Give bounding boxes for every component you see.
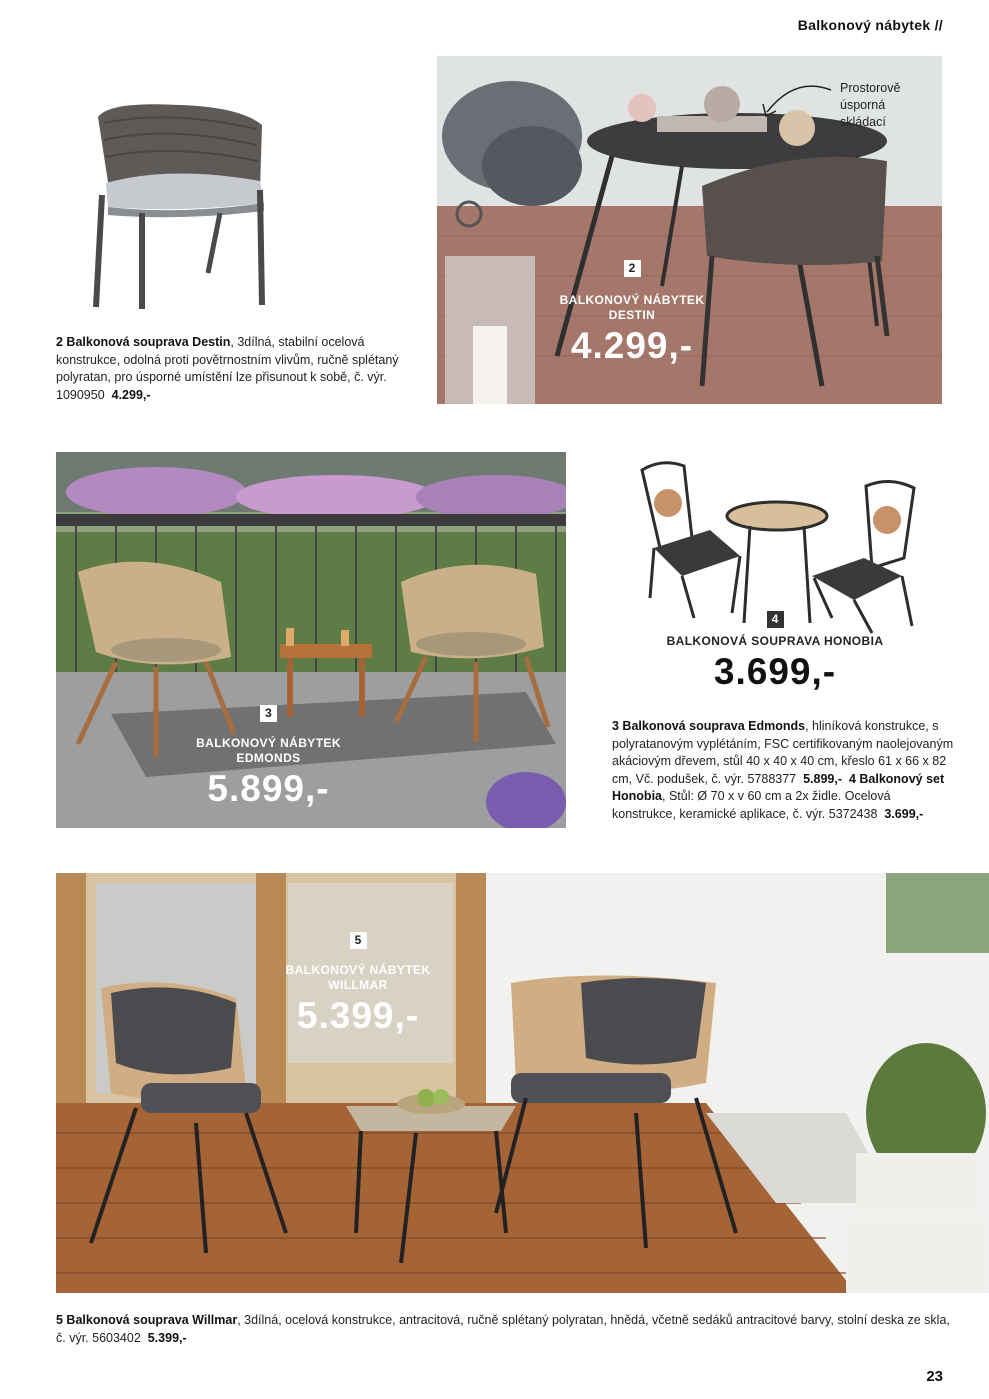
willmar-tag-line-1: BALKONOVÝ NÁBYTEK [285, 963, 431, 977]
edmonds-text: , hliníková konstrukce, s polyratanovým vyplétáním, FSC certifikovaným naolejovaným akáciovým dřevem, stůl 40 x 40 x 40 cm, křeslo 61 x 66 x 82 cm, Vč. podušek, č. výr. 5788377 [612, 719, 954, 786]
destin-tag-line-2: DESTIN [608, 308, 656, 322]
destin-chair-image [80, 95, 280, 315]
destin-tag-line-1: BALKONOVÝ NÁBYTEK [559, 293, 705, 307]
edmonds-tag-line-1: BALKONOVÝ NÁBYTEK [196, 736, 341, 750]
honobia-tag-price: 3.699,- [713, 651, 837, 692]
honobia-tag-line-1: BALKONOVÁ SOUPRAVA HONOBIA [666, 634, 884, 648]
edmonds-terrace-photo [56, 452, 566, 828]
page-number: 23 [926, 1368, 943, 1385]
honobia-price-tag [660, 610, 890, 693]
honobia-name: 4 Balkonový set Honobia [612, 771, 945, 803]
destin-name: 2 Balkonová souprava Destin [56, 335, 231, 349]
edmonds-honobia-description [612, 718, 957, 823]
destin-description [56, 334, 421, 404]
destin-tag-price: 4.299,- [570, 325, 694, 366]
edmonds-price: 5.899,- [803, 771, 842, 786]
willmar-text: , 3dílná, ocelová konstrukce, antracitová, ručně splétaný polyratan, hnědá, včetně sedáků antracitové barvy, stolní deska ze skla, č. výr. 5603402 [56, 1313, 950, 1345]
edmonds-number-badge: 3 [260, 705, 277, 722]
edmonds-tag-line-2: EDMONDS [236, 751, 301, 765]
destin-balcony-photo [437, 56, 942, 404]
destin-price-tag [557, 259, 707, 367]
annotation-line-1: Prostorově [840, 81, 901, 95]
willmar-price: 5.399,- [147, 1330, 187, 1345]
curved-arrow-icon [755, 78, 835, 123]
willmar-terrace-photo [56, 873, 989, 1293]
section-header: Balkonový nábytek // [797, 17, 943, 33]
honobia-text: , Stůl: Ø 70 x v 60 cm a 2x židle. Ocelová konstrukce, keramické aplikace, č. výr. 5372438 [612, 789, 891, 821]
honobia-number-badge: 4 [767, 611, 784, 628]
annotation-line-2: úsporná [840, 98, 886, 112]
destin-text: , 3dílná, stabilní ocelová konstrukce, odolná proti povětrnostním vlivům, ručně splétaný polyratan, pro úsporné umístění lze přisunout k sobě, č. výr. 1090950 [56, 335, 399, 402]
willmar-number-badge: 5 [350, 932, 367, 949]
honobia-price: 3.699,- [884, 806, 924, 821]
willmar-description [56, 1312, 951, 1347]
willmar-tag-price: 5.399,- [296, 995, 420, 1036]
destin-price: 4.299,- [111, 387, 151, 402]
edmonds-name: 3 Balkonová souprava Edmonds [612, 719, 806, 733]
destin-number-badge: 2 [624, 260, 641, 277]
annotation-line-3: skládací [840, 115, 886, 129]
willmar-tag-line-2: WILLMAR [328, 978, 388, 992]
edmonds-tag-price: 5.899,- [207, 768, 330, 809]
edmonds-price-tag [196, 704, 341, 810]
willmar-name: 5 Balkonová souprava Willmar [56, 1313, 238, 1327]
willmar-price-tag [283, 931, 433, 1037]
destin-annotation [840, 80, 900, 131]
